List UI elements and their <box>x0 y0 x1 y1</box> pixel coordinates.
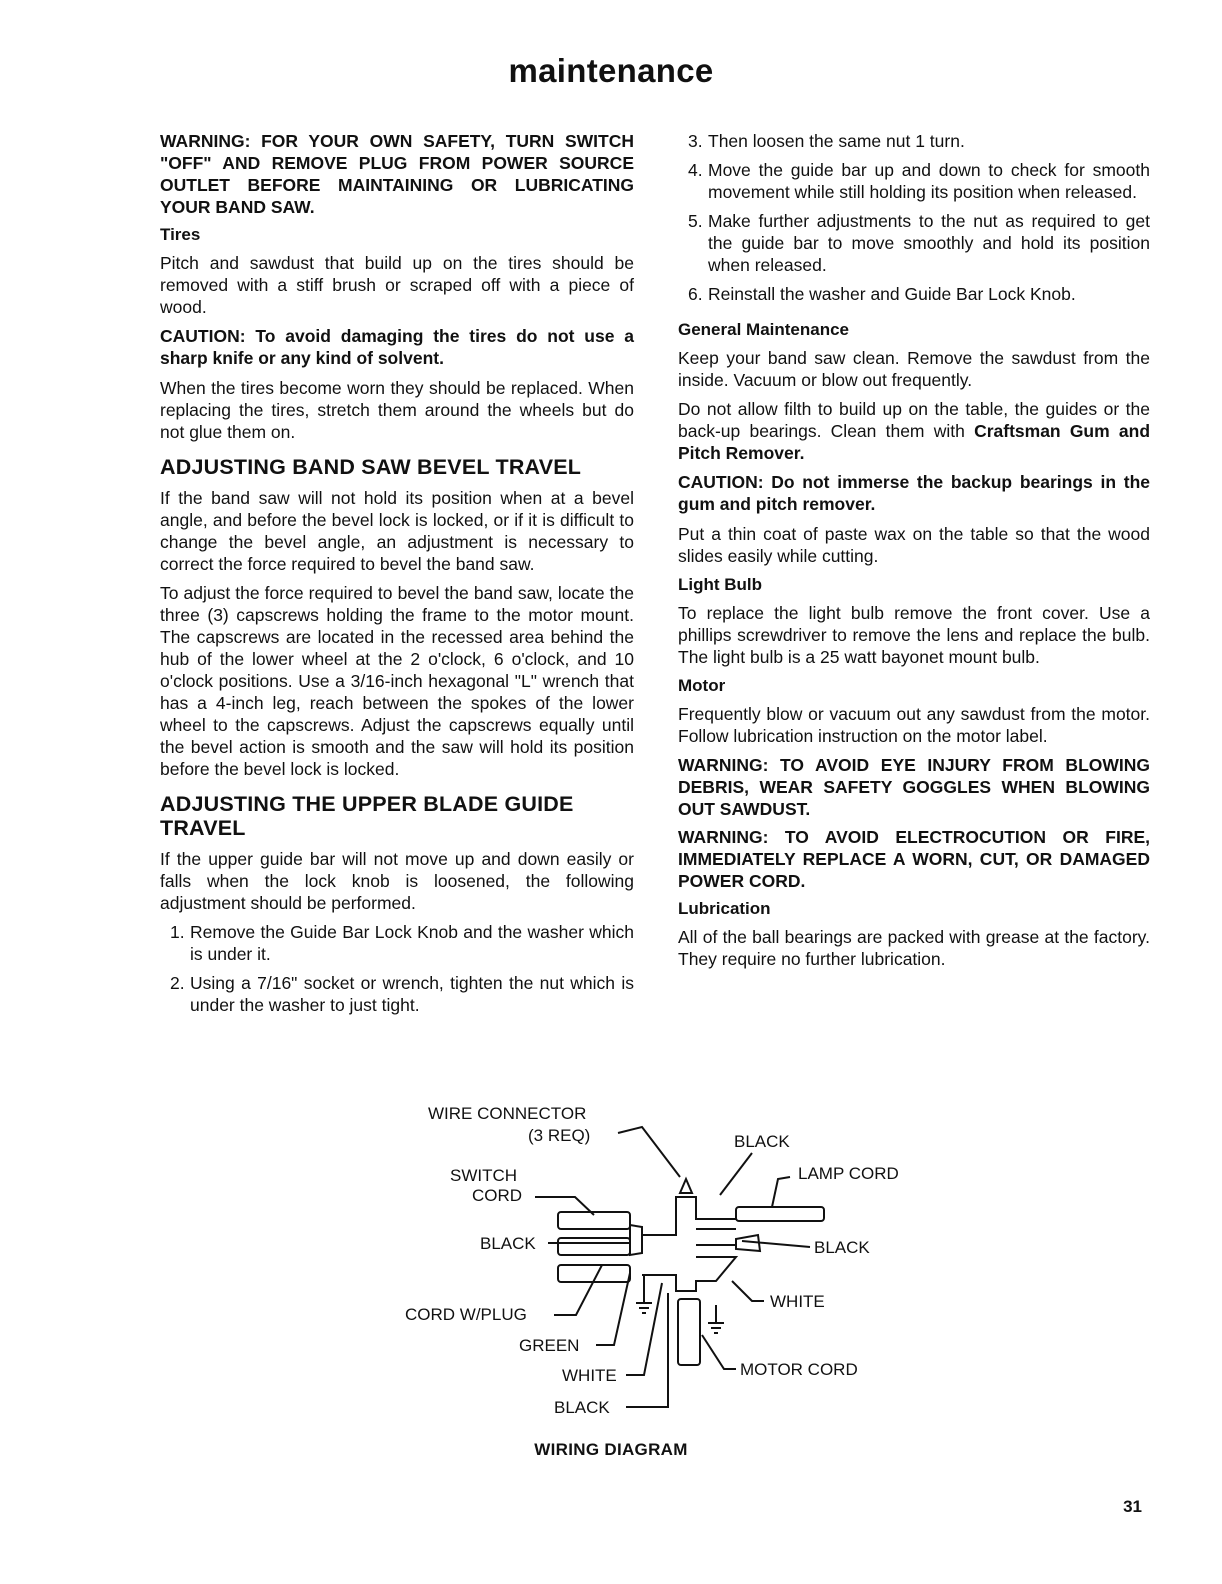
step-number: 1. <box>170 922 185 942</box>
label-lamp-cord: LAMP CORD <box>798 1164 899 1183</box>
electrocution-warning: WARNING: TO AVOID ELECTROCUTION OR FIRE, IMMEDIATELY REPLACE A WORN, CUT, OR DAMAGED POWER CORD. <box>678 827 1150 891</box>
label-black-left: BLACK <box>480 1234 536 1253</box>
leader-line <box>772 1177 790 1207</box>
general-maintenance-heading: General Maintenance <box>678 320 850 339</box>
label-green: GREEN <box>519 1336 580 1355</box>
ground-icon <box>636 1275 652 1313</box>
general-paragraph-3: Put a thin coat of paste wax on the table so that the wood slides easily while cutting. <box>678 524 1150 566</box>
upper-blade-guide-heading: ADJUSTING THE UPPER BLADE GUIDE TRAVEL <box>160 792 574 840</box>
step-number: 5. <box>688 211 703 231</box>
general-caution: CAUTION: Do not immerse the backup bearings in the gum and pitch remover. <box>678 472 1150 514</box>
label-wire-connector: WIRE CONNECTOR <box>428 1104 587 1123</box>
bevel-paragraph-1: If the band saw will not hold its position when at a bevel angle, and before the bevel lock is locked, or if it is difficult to change the bevel angle, an adjustment is necessary to correct the force required to bevel the band saw. <box>160 488 634 574</box>
general-paragraph-1: Keep your band saw clean. Remove the sawdust from the inside. Vacuum or blow out frequently. <box>678 348 1150 390</box>
step-text: Reinstall the washer and Guide Bar Lock Knob. <box>708 284 1076 304</box>
general-paragraph-2 <box>678 398 1150 464</box>
leader-line <box>618 1127 680 1177</box>
lamp-cord-shape <box>736 1207 824 1221</box>
safety-warning: WARNING: FOR YOUR OWN SAFETY, TURN SWITCH "OFF" AND REMOVE PLUG FROM POWER SOURCE OUTLET BEFORE MAINTAINING OR LUBRICATING YOUR BAND SAW. <box>160 131 634 217</box>
label-white-bottom: WHITE <box>562 1366 617 1385</box>
lubrication-paragraph: All of the ball bearings are packed with grease at the factory. They require no further lubrication. <box>678 927 1150 969</box>
tires-paragraph-2: When the tires become worn they should be replaced. When replacing the tires, stretch them around the wheels but do not glue them on. <box>160 378 634 442</box>
step-text: Then loosen the same nut 1 turn. <box>708 131 965 151</box>
guide-steps-list-b <box>678 130 1150 305</box>
leader-line <box>626 1293 668 1407</box>
product-name: Craftsman Gum and Pitch Remover. <box>678 421 1151 463</box>
bevel-paragraph-2: To adjust the force required to bevel the band saw, locate the three (3) capscrews holding the frame to the motor mount. The capscrews are located in the recessed area behind the hub of the lower wheel at the 2 o'clock, 6 o'clock, and 10 o'clock positions. Use a 3/16-inch hexagonal "L" wrench that has a 4-inch leg, reach between the spokes of the lower wheel to the capscrews. Adjust the capscrews equally until the bevel action is smooth and the saw will hold its position before the bevel lock is locked. <box>160 583 634 779</box>
leader-line <box>596 1273 630 1345</box>
leader-line <box>554 1265 602 1315</box>
motor-cord-shape <box>678 1299 700 1365</box>
ground-icon <box>708 1305 724 1333</box>
junction-wires <box>642 1197 736 1291</box>
guide-paragraph-1: If the upper guide bar will not move up and down easily or falls when the lock knob is loosened, the following adjustment should be performed. <box>160 849 634 913</box>
step-number: 6. <box>688 284 703 304</box>
step-text: Make further adjustments to the nut as required to get the guide bar to move smoothly and hold its position when released. <box>708 211 1150 275</box>
label-3-req: (3 REQ) <box>528 1126 591 1145</box>
leader-line <box>720 1153 752 1195</box>
step-text: Remove the Guide Bar Lock Knob and the washer which is under it. <box>190 922 634 964</box>
light-bulb-paragraph: To replace the light bulb remove the front cover. Use a phillips screwdriver to remove the lens and replace the bulb. The light bulb is a 25 watt bayonet mount bulb. <box>678 603 1150 667</box>
wiring-diagram-svg <box>380 1095 940 1465</box>
guide-steps-list-a <box>160 921 634 1016</box>
label-cord: CORD <box>472 1186 523 1205</box>
diagram-caption: WIRING DIAGRAM <box>534 1440 688 1459</box>
list-item <box>678 130 1150 152</box>
wiring-diagram <box>380 1095 940 1465</box>
page-number: 31 <box>1123 1497 1142 1516</box>
black-wire-shape <box>558 1238 630 1255</box>
label-black-bottom: BLACK <box>554 1398 610 1417</box>
tires-paragraph-1: Pitch and sawdust that build up on the tires should be removed with a stiff brush or scraped off with a piece of wood. <box>160 253 634 317</box>
step-number: 4. <box>688 160 703 180</box>
lubrication-heading: Lubrication <box>678 899 771 918</box>
wire-connector-top <box>680 1179 692 1193</box>
motor-paragraph: Frequently blow or vacuum out any sawdust from the motor. Follow lubrication instruction on the motor label. <box>678 704 1150 746</box>
leader-line <box>702 1335 736 1369</box>
list-item <box>678 283 1150 305</box>
light-bulb-heading: Light Bulb <box>678 575 763 594</box>
eye-injury-warning: WARNING: TO AVOID EYE INJURY FROM BLOWING DEBRIS, WEAR SAFETY GOGGLES WHEN BLOWING OUT SAWDUST. <box>678 755 1150 819</box>
label-black-right: BLACK <box>814 1238 870 1257</box>
leader-line <box>742 1241 810 1247</box>
bevel-travel-heading: ADJUSTING BAND SAW BEVEL TRAVEL <box>160 455 582 479</box>
step-text: Move the guide bar up and down to check for smooth movement while still holding its position when released. <box>708 160 1150 202</box>
list-item <box>678 210 1150 276</box>
tires-caution: CAUTION: To avoid damaging the tires do not use a sharp knife or any kind of solvent. <box>160 326 634 368</box>
label-cord-w-plug: CORD W/PLUG <box>405 1305 527 1324</box>
step-number: 2. <box>170 973 185 993</box>
list-item <box>160 921 634 965</box>
step-number: 3. <box>688 131 703 151</box>
list-item <box>160 972 634 1016</box>
label-motor-cord: MOTOR CORD <box>740 1360 858 1379</box>
list-item <box>678 159 1150 203</box>
tires-heading: Tires <box>160 225 201 244</box>
motor-heading: Motor <box>678 676 726 695</box>
label-switch: SWITCH <box>450 1166 518 1185</box>
label-white-right: WHITE <box>770 1292 825 1311</box>
general-paragraph-2-text: Do not allow filth to build up on the table, the guides or the back-up bearings. Clean them with <box>678 399 1150 441</box>
page-title: maintenance <box>508 52 714 89</box>
label-black-top: BLACK <box>734 1132 790 1151</box>
step-text: Using a 7/16" socket or wrench, tighten the nut which is under the washer to just tight. <box>190 973 634 1015</box>
wire-connector-left <box>630 1225 642 1255</box>
leader-line <box>732 1281 764 1301</box>
right-column <box>678 130 1150 977</box>
left-column <box>160 130 634 1023</box>
